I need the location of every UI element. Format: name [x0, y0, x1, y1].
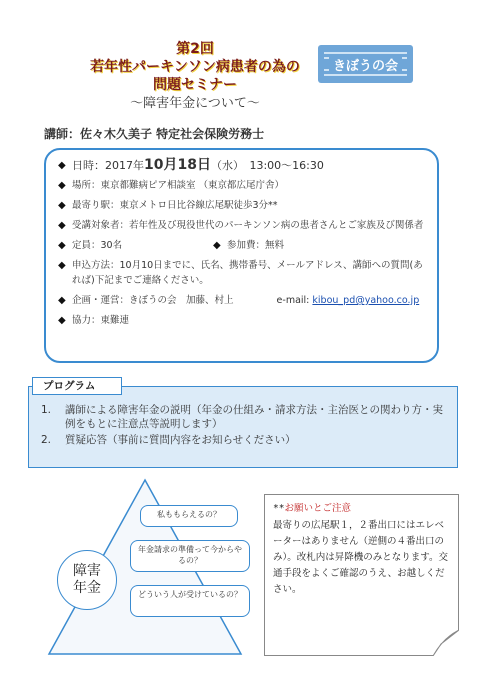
email-label: e-mail: [276, 295, 310, 306]
kibou-logo [318, 45, 413, 83]
capacity: 定員：30名 [72, 240, 123, 251]
diamond-bullet-icon: ◆ [58, 315, 66, 326]
event-info-box [44, 148, 439, 363]
date-prefix: 日時：2017年 [72, 159, 144, 172]
diamond-bullet-icon: ◆ [213, 240, 221, 251]
question-bubble-2: 年金請求の準備って今からやるの？ [130, 540, 250, 572]
program-item-text: 講師による障害年金の説明（年金の仕組み・請求方法・主治医との関わり方・実例をもとに注意点等説明します） [65, 404, 443, 430]
diamond-bullet-icon: ◆ [58, 200, 66, 211]
date-main: 10月18日 [144, 157, 211, 173]
diamond-bullet-icon: ◆ [58, 160, 66, 171]
diamond-bullet-icon: ◆ [58, 240, 66, 251]
notice-body: 最寄りの広尾駅１，２番出口にはエレベーターはありません（逆側の４番出口のみ）。改札内は昇降機のみとなります。交通手段をよくご確認のうえ、お越しください。 [273, 520, 448, 595]
diamond-bullet-icon: ◆ [58, 260, 66, 271]
notice-title [273, 502, 452, 516]
question-bubble-3: どういう人が受けているの？ [130, 585, 250, 617]
date-row [58, 158, 429, 173]
lecturer: 講師：佐々木久美子 特定社会保険労務士 [44, 127, 265, 141]
question-bubble-1: 私ももらえるの？ [140, 505, 238, 527]
title-subtitle: ～障害年金について～ [130, 96, 260, 111]
page-curl-icon [433, 630, 459, 656]
pension-circle-label: 障害年金 [73, 563, 101, 596]
seminar-title [70, 40, 320, 112]
apply-row [58, 258, 429, 288]
program-label: プログラム [32, 377, 122, 395]
diamond-bullet-icon: ◆ [58, 295, 66, 306]
email-link[interactable]: kibou_pd@yahoo.co.jp [312, 295, 420, 306]
title-line-3: 問題セミナー [153, 77, 237, 93]
station-row [58, 198, 429, 213]
date-suffix: （水） 13:00～16:30 [210, 159, 324, 172]
program-box [28, 386, 458, 468]
notice-title-text: お願いとご注意 [284, 503, 351, 514]
pension-circle [57, 550, 117, 610]
station: 最寄り駅：東京メトロ日比谷線広尾駅徒歩3分** [72, 200, 278, 211]
organizer-row [58, 293, 429, 308]
venue: 場所：東京都難病ピア相談室 （東京都広尾庁舎） [72, 180, 285, 191]
program-item [41, 403, 447, 431]
organizer: 企画・運営：きぼうの会 加藤、村上 [72, 295, 234, 306]
diamond-bullet-icon: ◆ [58, 220, 66, 231]
target: 受講対象者：若年性及び現役世代のパーキンソン病の患者さんとご家族及び関係者 [72, 220, 424, 231]
title-line-1: 第2回 [176, 41, 214, 57]
notice-title-prefix: ** [273, 503, 285, 514]
cooperation-row [58, 313, 429, 328]
program-item-text: 質疑応答（事前に質問内容をお知らせください） [65, 434, 296, 446]
program-item [41, 433, 447, 447]
apply: 申込方法：10月10日までに、氏名、携帯番号、メールアドレス、講師への質問(あれば)下記までご連絡ください。 [72, 260, 423, 286]
fee: 参加費：無料 [227, 240, 285, 251]
notice-box [264, 494, 459, 656]
venue-row [58, 178, 429, 193]
title-line-2: 若年性パーキンソン病患者の為の [90, 59, 300, 75]
program-item-number: 1. [41, 404, 52, 416]
diamond-bullet-icon: ◆ [58, 180, 66, 191]
logo-text: きぼうの会 [329, 55, 402, 74]
program-item-number: 2. [41, 434, 52, 446]
capacity-fee-row [58, 238, 429, 253]
target-row [58, 218, 429, 233]
cooperation: 協力：東難連 [72, 315, 130, 326]
